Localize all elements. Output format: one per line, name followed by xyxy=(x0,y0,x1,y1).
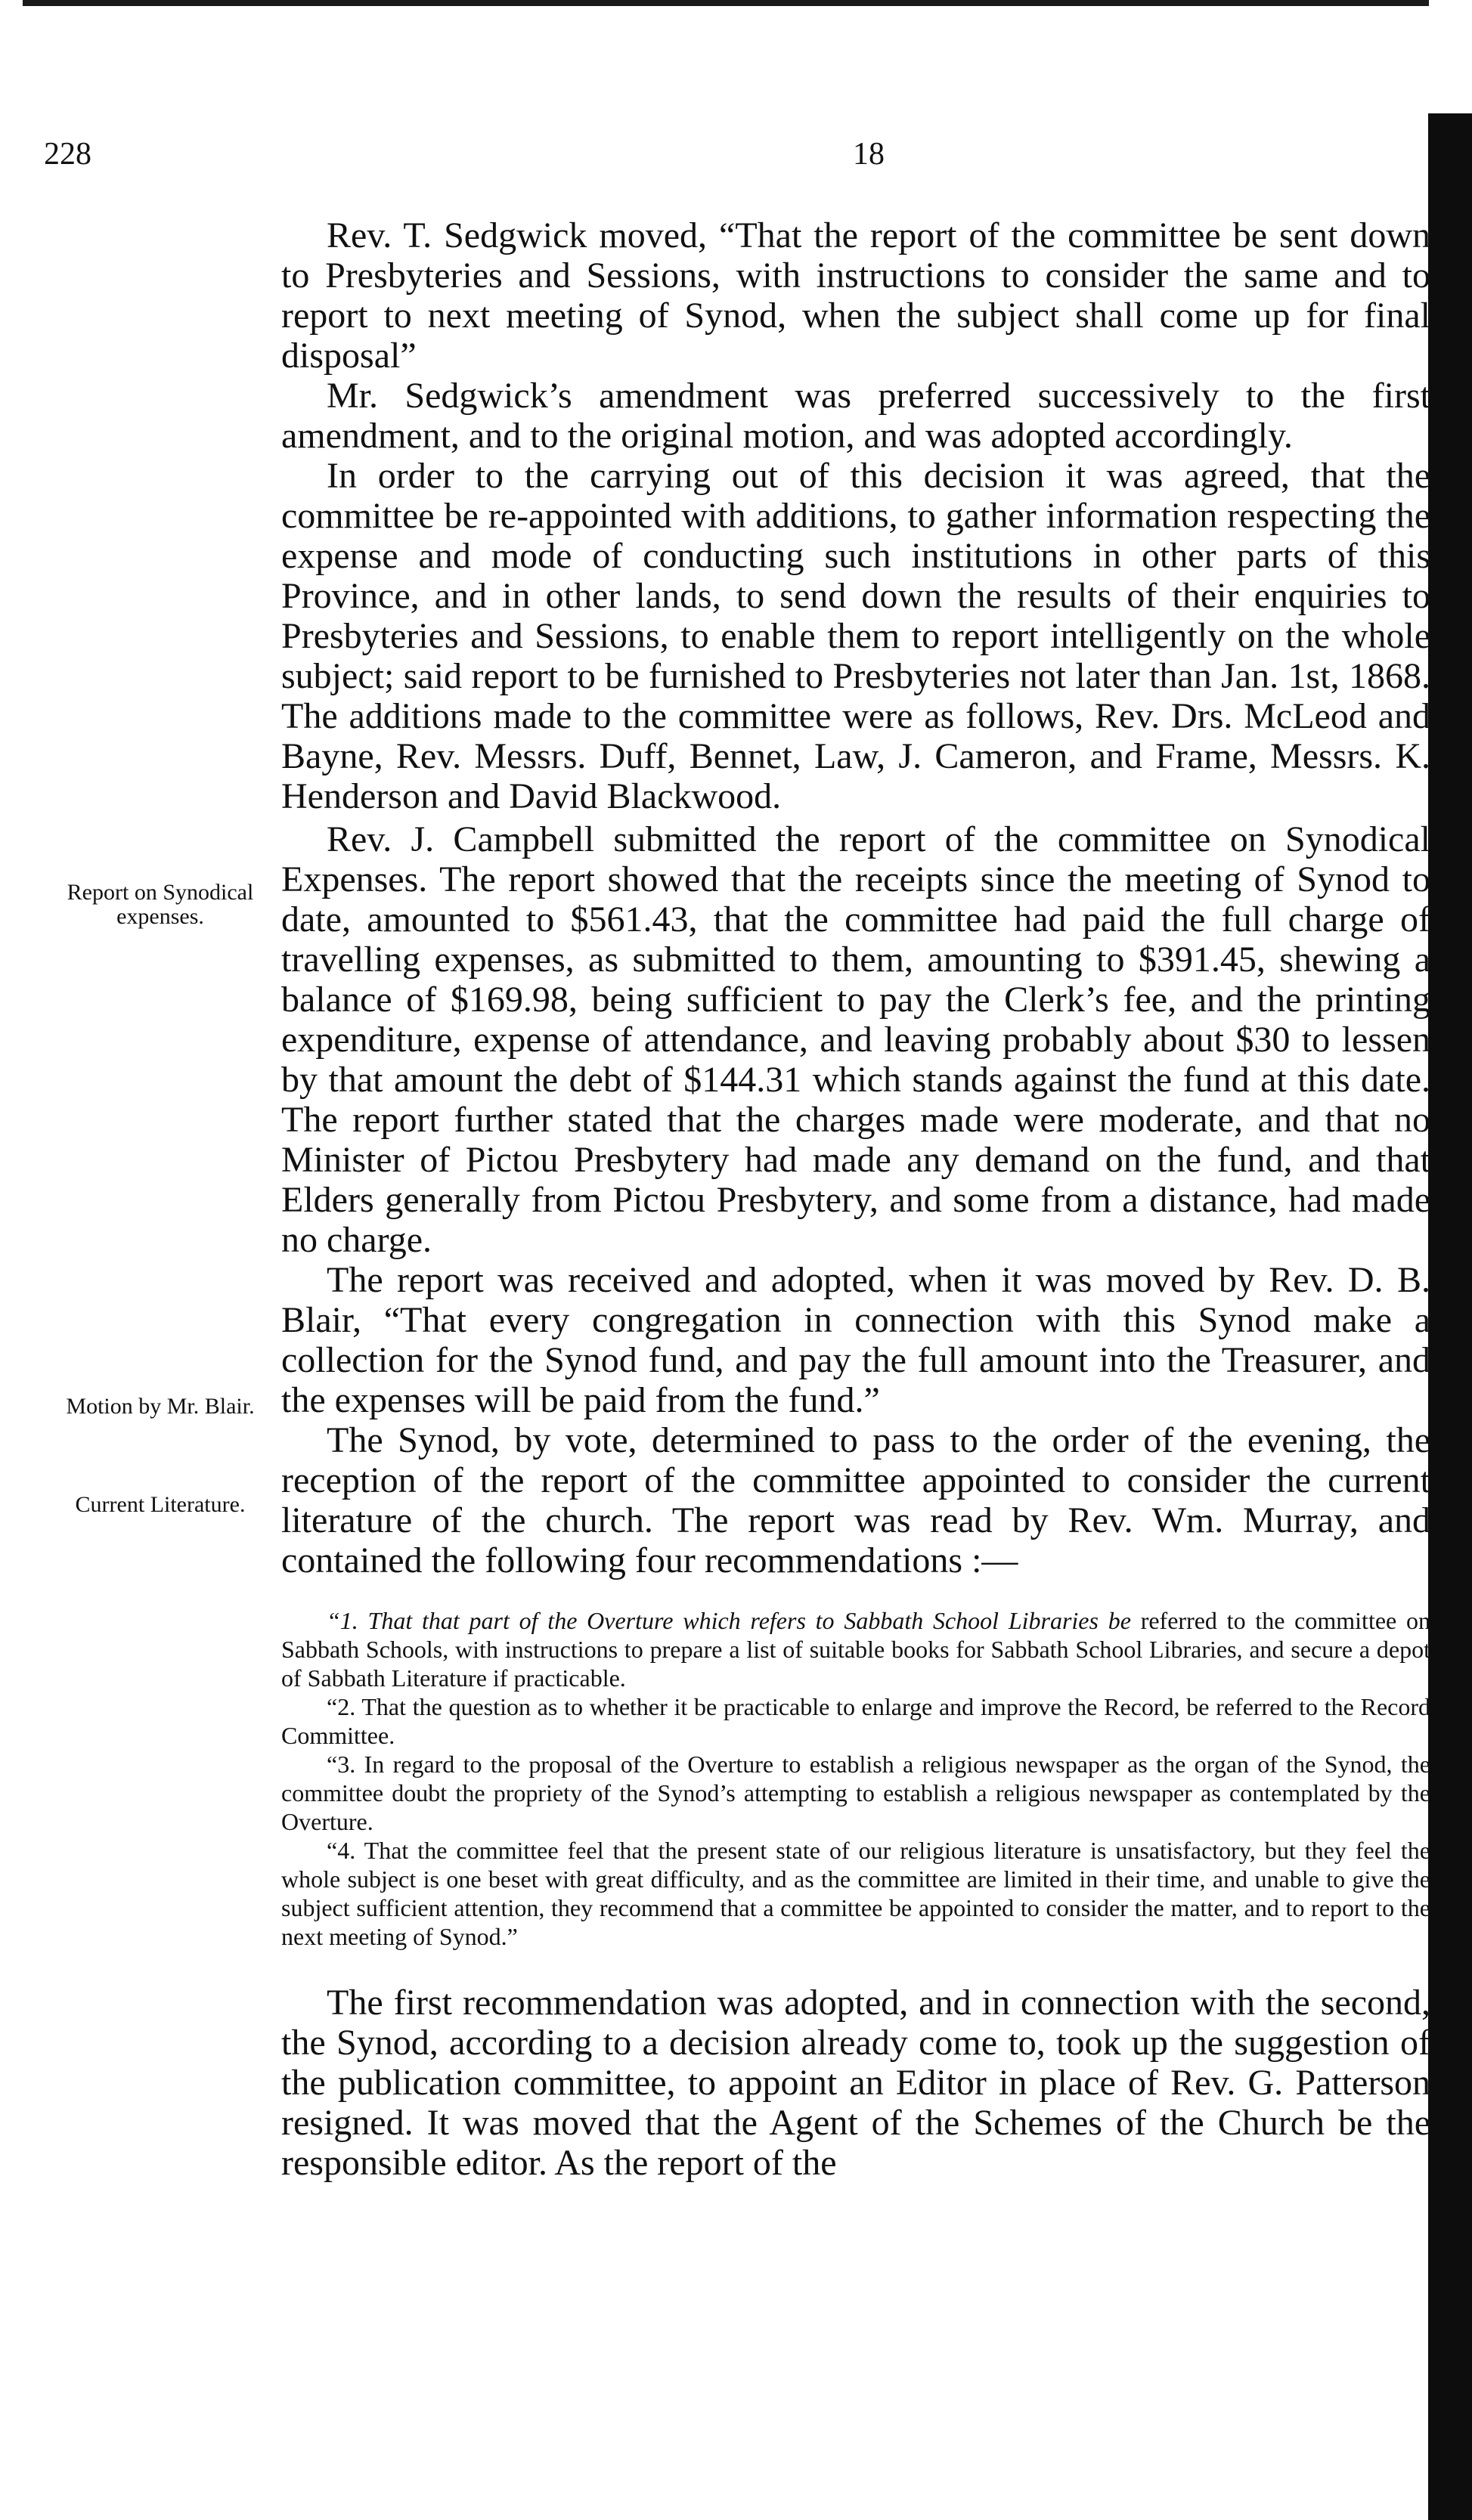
top-border-rule xyxy=(23,0,1429,6)
sidenote-synodical-expenses: Report on Synodical expenses. xyxy=(67,880,254,929)
recommendation-4: “4. That the committee feel that the present state of our religious literature is unsatisfactory, but they feel the whole subject is one beset with great difficulty, and as the committee are limited in their time, and unable to give the subject sufficient attention, they recommend that a committee be appointed to consider the matter, and to report to the next meeting of Synod.” xyxy=(281,1837,1430,1950)
page-edge-shadow xyxy=(1428,113,1472,2520)
page-number-left: 228 xyxy=(44,137,91,172)
paragraph-blair-motion: The report was received and adopted, when it was moved by Rev. D. B. Blair, “That every congregation in connection with this Synod make a collection for the Synod fund, and pay the full amount into the Treasurer, and the expenses will be paid from the fund.” xyxy=(281,1260,1430,1420)
recommendation-2: “2. That the question as to whether it be practicable to enlarge and improve the Record, be referred to the Record Committee. xyxy=(281,1693,1430,1749)
paragraph-synodical-expenses: Rev. J. Campbell submitted the report of the committee on Synodical Expenses. The report showed that the receipts since the meeting of Synod to date, amounted to $561.43, that the committee had paid the full charge of travelling expenses, as submitted to them, amounting to $391.45, shewing a balance of $169.98, being sufficient to pay the Clerk’s fee, and the printing expenditure, expense of attendance, and leaving probably about $30 to lessen by that amount the debt of $144.31 which stands against the fund at this date. The report further stated that the charges made were moderate, and that no Minister of Pictou Presbytery had made any demand on the fund, and that Elders generally from Pictou Presbytery, and some from a distance, had made no charge. xyxy=(281,819,1430,1260)
sidenote-motion-blair: Motion by Mr. Blair. xyxy=(66,1394,255,1419)
paragraph-editor-appointment: The first recommendation was adopted, and in connection with the second, the Synod, according to a decision already come to, took up the suggestion of the publication committee, to appoint an Editor in place of Rev. G. Patterson resigned. It was moved that the Agent of the Schemes of the Church be the responsible editor. As the report of the xyxy=(281,1983,1430,2183)
recommendation-1-lead: “1. That that part of the Overture which refers to Sabbath School Libraries be xyxy=(327,1607,1131,1634)
paragraph-amendment-adopted: Mr. Sedgwick’s amendment was preferred successively to the first amendment, and to the original motion, and was adopted accordingly. xyxy=(281,376,1430,456)
page-number-center: 18 xyxy=(853,137,885,172)
recommendations-block xyxy=(281,1606,1430,1951)
paragraph-current-literature: The Synod, by vote, determined to pass to the order of the evening, the reception of the report of the committee appointed to consider the current literature of the church. The report was read by Rev. Wm. Murray, and contained the following four recommendations :— xyxy=(281,1420,1430,1580)
paragraph-sedgwick-motion: Rev. T. Sedgwick moved, “That the report of the committee be sent down to Presbyteries and Sessions, with instructions to consider the same and to report to next meeting of Synod, when the subject shall come up for final disposal” xyxy=(281,215,1430,376)
recommendation-1-rest: referred to the committee on Sabbath Schools, with instructions to prepare a list of suitable books for Sabbath School Libraries, and secure a depot of Sabbath Literature if practicable. xyxy=(281,1607,1431,1692)
recommendation-1 xyxy=(281,1606,1430,1692)
sidenote-current-literature: Current Literature. xyxy=(75,1492,246,1517)
body-text xyxy=(281,215,1430,2183)
recommendation-3: “3. In regard to the proposal of the Overture to establish a religious newspaper as the organ of the Synod, the committee doubt the propriety of the Synod’s attempting to establish a religious newspaper as contemplated by the Overture. xyxy=(281,1751,1430,1835)
paragraph-committee-reappointed: In order to the carrying out of this decision it was agreed, that the committee be re-appointed with additions, to gather information respecting the expense and mode of conducting such institutions in other parts of this Province, and in other lands, to send down the results of their enquiries to Presbyteries and Sessions, to enable them to report intelligently on the whole subject; said report to be furnished to Presbyteries not later than Jan. 1st, 1868. The additions made to the committee were as follows, Rev. Drs. McLeod and Bayne, Rev. Messrs. Duff, Bennet, Law, J. Cameron, and Frame, Messrs. K. Henderson and David Blackwood. xyxy=(281,456,1430,816)
